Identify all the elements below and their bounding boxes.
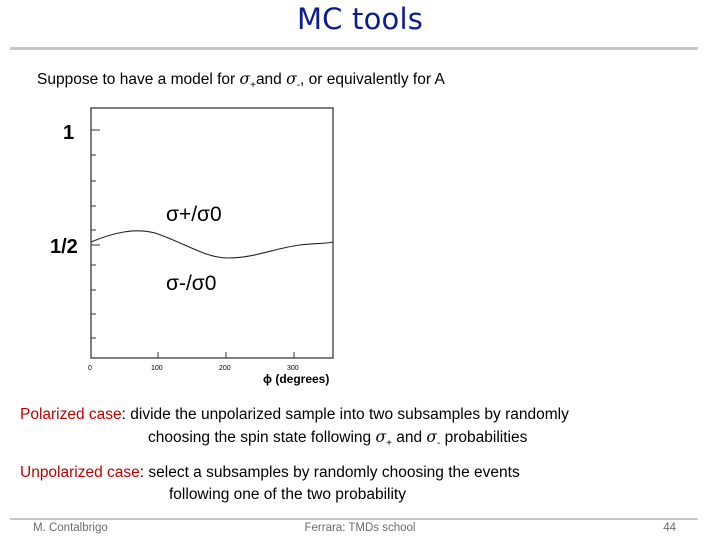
footer-page-number: 44 <box>663 522 676 534</box>
polarized-paragraph <box>20 404 569 455</box>
x-tick-label: 300 <box>287 365 299 372</box>
intro-and: and <box>255 71 287 88</box>
sigma-minus-sub: - <box>296 80 301 92</box>
x-tick-label: 0 <box>88 365 92 372</box>
sigma-minus-symbol: σ <box>426 428 437 446</box>
polarized-and: and <box>391 429 427 446</box>
x-tick-label: 100 <box>151 365 163 372</box>
polarized-text-2-post: probabilities <box>440 429 528 446</box>
sigma-plus-sub: + <box>250 80 256 92</box>
x-tick-label: 200 <box>219 365 231 372</box>
unpolarized-label: Unpolarized case <box>20 464 140 481</box>
x-axis-label: ϕ (degrees) <box>263 372 330 386</box>
sigma-minus-symbol: σ <box>286 70 297 88</box>
polarized-text-2-pre: choosing the spin state following <box>148 429 376 446</box>
sigma-plus-sub: + <box>386 438 392 450</box>
footer-divider <box>10 518 698 520</box>
polarized-line-2 <box>20 426 569 455</box>
polarized-label: Polarized case <box>20 406 122 423</box>
unpolarized-paragraph <box>20 462 520 506</box>
y-label-one: 1 <box>63 122 75 144</box>
sigma-plus-ratio-label: σ+/σ0 <box>166 203 222 226</box>
sigma-plus-symbol: σ <box>239 70 251 88</box>
sigma-plus-symbol: σ <box>375 428 387 446</box>
intro-pre: Suppose to have a model for <box>37 71 240 88</box>
sigma-minus-sub: - <box>437 438 441 450</box>
unpolarized-text-1: : select a subsamples by randomly choosing the events <box>139 464 520 481</box>
y-label-half: 1/2 <box>50 236 78 258</box>
intro-post: , or equivalently for A <box>300 71 445 88</box>
sigma-minus-ratio-label: σ-/σ0 <box>166 272 217 295</box>
slide-title: MC tools <box>296 2 424 36</box>
polarized-text-1: : divide the unpolarized sample into two subsamples by randomly <box>121 406 569 423</box>
cross-section-curve <box>91 231 333 258</box>
plot-frame <box>91 108 333 358</box>
unpolarized-text-2: following one of the two probability <box>169 486 406 503</box>
footer-event: Ferrara: TMDs school <box>304 522 416 534</box>
footer-author: M. Contalbrigo <box>33 522 108 534</box>
